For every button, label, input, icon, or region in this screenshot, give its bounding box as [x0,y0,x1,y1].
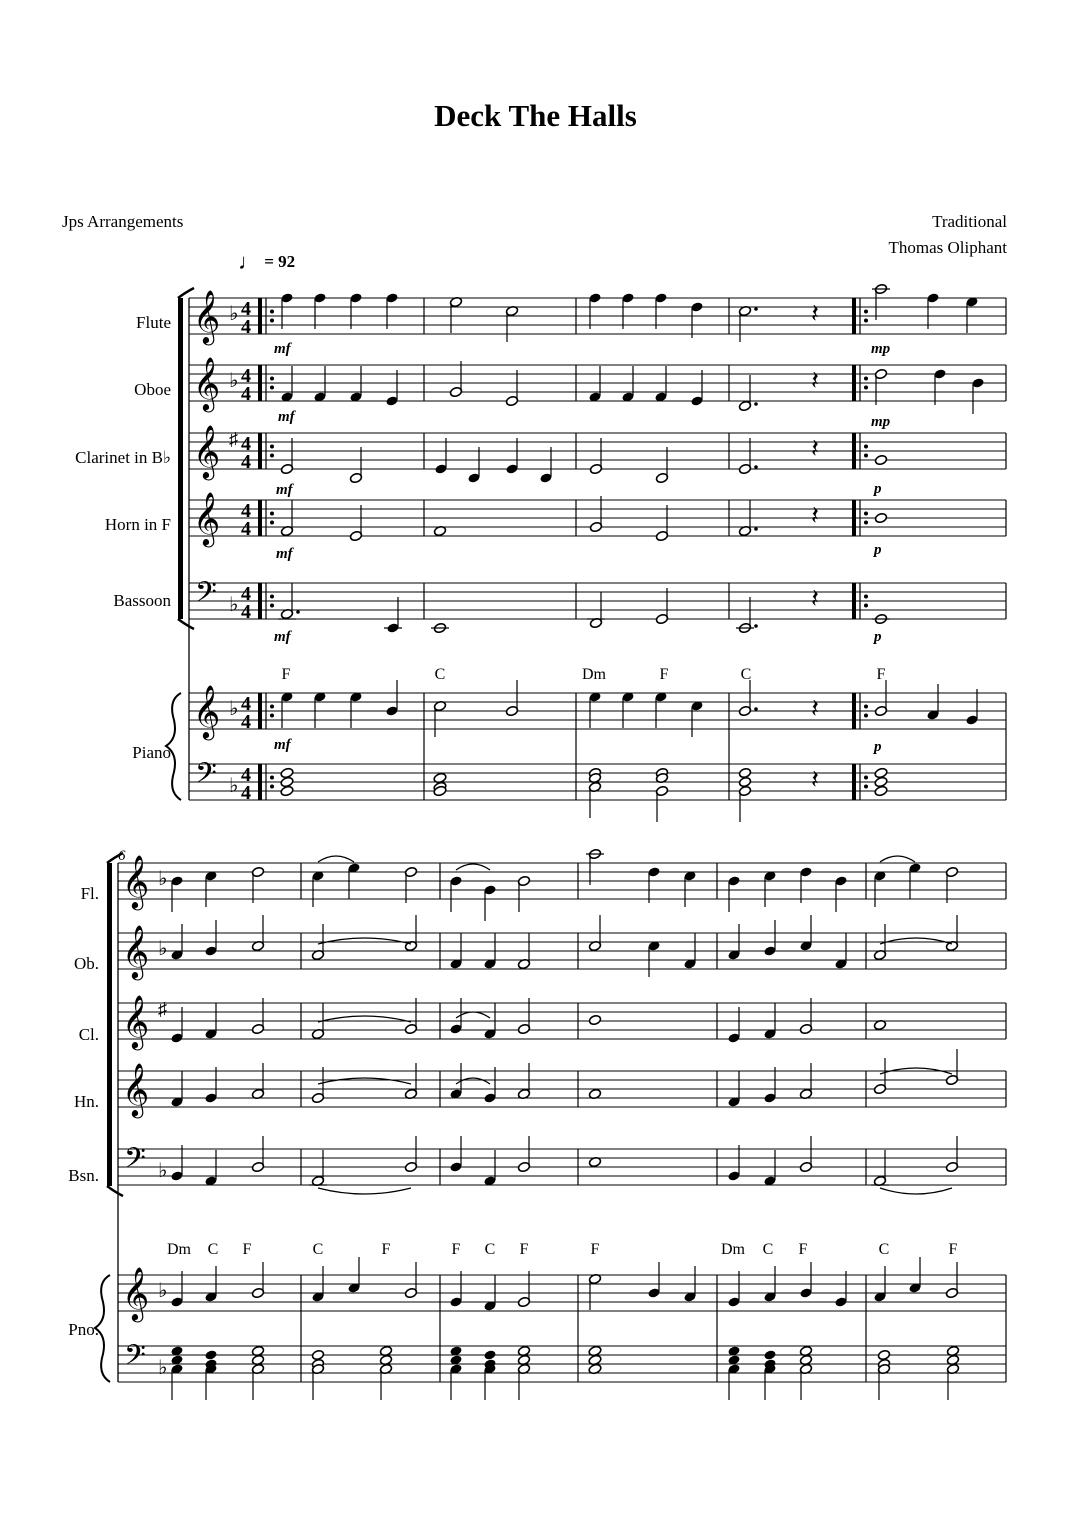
chord-note-head [763,1349,776,1360]
repeat-dot [270,454,274,458]
quarter-rest-icon: 𝄽 [811,584,819,613]
ensemble-bracket [178,298,183,619]
repeat-dot [270,310,274,314]
dot-mark [754,307,758,311]
slur-mark [456,864,490,870]
repeat-dot [270,512,274,516]
repeat-dot [864,785,868,789]
chord-note-head [280,785,294,797]
bass-clef-icon: 𝄢 [195,578,217,615]
flat-key-icon: ♭ [158,938,168,960]
instrument-label: Oboe [134,380,171,399]
flat-key-icon: ♭ [229,698,239,720]
time-signature-bottom: 4 [241,601,251,623]
bass-clef-icon: 𝄢 [124,1144,146,1181]
flat-key-icon: ♭ [158,1357,168,1379]
instrument-label: Ob. [73,954,99,973]
dynamic-marking: mp [871,414,891,430]
bracket-hook [107,1186,123,1196]
treble-clef-icon: 𝄞 [193,426,221,477]
repeat-thick-bar [258,365,262,401]
repeat-dot [270,386,274,390]
quarter-rest-icon: 𝄽 [811,765,819,794]
chord-symbol: Dm [721,1241,745,1258]
chord-note-head [738,776,751,787]
chord-symbol: F [948,1241,958,1258]
time-signature-bottom: 4 [241,518,251,540]
instrument-label: Bassoon [113,591,171,610]
time-signature-top: 4 [241,764,251,786]
chord-note-head [877,1349,890,1360]
repeat-thick-bar [258,583,262,619]
repeat-dot [270,705,274,709]
flat-key-icon: ♭ [158,1280,168,1302]
treble-clef-icon: 𝄞 [193,686,221,737]
repeat-thick-bar [852,583,856,619]
repeat-thick-bar [852,365,856,401]
slur-mark [318,1188,411,1194]
slur-mark [318,938,411,944]
repeat-dot [270,319,274,323]
flat-key-icon: ♭ [229,303,239,325]
time-signature-top: 4 [241,500,251,522]
dot-mark [754,527,758,531]
quarter-rest-icon: 𝄽 [811,299,819,328]
piano-brace [95,1275,110,1382]
time-signature-top: 4 [241,298,251,320]
chord-symbol: C [434,666,446,683]
repeat-dot [864,454,868,458]
chord-symbol: Dm [582,666,606,683]
bracket-hook [178,288,194,298]
quarter-note-icon: ♩ [238,249,260,274]
repeat-dot [864,705,868,709]
instrument-label: Pno. [68,1320,99,1339]
repeat-dot [270,445,274,449]
chord-note-head [874,785,888,797]
composer-credit: Traditional [932,212,1007,231]
note-head [874,454,887,465]
sharp-key-icon: ♯ [229,429,238,449]
instrument-label: Flute [136,313,171,332]
chord-symbol: C [312,1241,324,1258]
dot-mark [754,707,758,711]
chord-note-head [738,767,751,778]
flat-key-icon: ♭ [158,1160,168,1182]
quarter-rest-icon: 𝄽 [811,694,819,723]
repeat-dot [270,785,274,789]
bass-clef-icon: 𝄢 [124,1341,146,1378]
instrument-label: Clarinet in B♭ [75,448,171,467]
repeat-dot [270,595,274,599]
treble-clef-icon: 𝄞 [193,358,221,409]
repeat-dot [864,310,868,314]
dynamic-marking: mf [278,409,295,425]
slur-mark [318,1078,411,1084]
ensemble-bracket [107,863,112,1186]
repeat-dot [270,776,274,780]
time-signature-bottom: 4 [241,711,251,733]
repeat-thick-bar [852,500,856,536]
repeat-thick-bar [852,693,856,729]
repeat-dot [864,512,868,516]
repeat-thick-bar [258,298,262,334]
repeat-dot [270,714,274,718]
slur-mark [880,938,952,944]
flat-key-icon: ♭ [158,868,168,890]
flat-key-icon: ♭ [229,775,239,797]
instrument-label: Cl. [78,1025,99,1044]
treble-clef-icon: 𝄞 [193,493,221,544]
dynamic-marking: mf [274,341,291,357]
repeat-dot [864,595,868,599]
chord-symbol: F [242,1241,252,1258]
chord-note-head [483,1349,496,1360]
chord-symbol: F [281,666,291,683]
arranger-credit: Jps Arrangements [62,212,184,231]
chord-note-head [204,1349,217,1360]
note-head [874,512,887,523]
slur-mark [318,856,354,862]
time-signature-top: 4 [241,583,251,605]
quarter-rest-icon: 𝄽 [811,434,819,463]
chord-note-head [311,1349,324,1360]
quarter-rest-icon: 𝄽 [811,501,819,530]
chord-symbol: F [519,1241,529,1258]
chord-symbol: C [207,1241,219,1258]
time-signature-top: 4 [241,365,251,387]
repeat-dot [864,776,868,780]
instrument-label: Horn in F [104,515,171,534]
repeat-dot [864,445,868,449]
repeat-thick-bar [258,693,262,729]
instrument-label: Fl. [80,884,99,903]
dynamic-marking: p [874,739,882,755]
dynamic-marking: mf [276,546,293,562]
chord-symbol: F [590,1241,600,1258]
flat-key-icon: ♭ [229,594,239,616]
time-signature-top: 4 [241,693,251,715]
chord-symbol: F [451,1241,461,1258]
piano-brace [166,693,181,800]
repeat-dot [864,319,868,323]
treble-clef-icon: 𝄞 [122,996,150,1047]
chord-symbol: F [659,666,669,683]
repeat-dot [270,377,274,381]
treble-clef-icon: 𝄞 [122,1268,150,1319]
dynamic-marking: mf [276,482,293,498]
time-signature-bottom: 4 [241,383,251,405]
dot-mark [754,624,758,628]
quarter-rest-icon: 𝄽 [811,366,819,395]
treble-clef-icon: 𝄞 [122,926,150,977]
instrument-label: Piano [132,743,171,762]
repeat-dot [270,604,274,608]
repeat-dot [864,377,868,381]
score-title: Deck The Halls [434,98,637,133]
tempo-value: = 92 [264,252,296,271]
dynamic-marking: mf [274,629,291,645]
note-head [588,1014,601,1025]
treble-clef-icon: 𝄞 [122,856,150,907]
repeat-thick-bar [852,433,856,469]
repeat-thick-bar [852,764,856,800]
time-signature-top: 4 [241,433,251,455]
dot-mark [754,402,758,406]
chord-symbol: C [762,1241,774,1258]
dot-mark [296,610,300,614]
treble-clef-icon: 𝄞 [193,291,221,342]
chord-symbol: F [798,1241,808,1258]
chord-symbol: F [876,666,886,683]
repeat-dot [864,604,868,608]
time-signature-bottom: 4 [241,782,251,804]
chord-symbol: Dm [167,1241,191,1258]
repeat-dot [864,714,868,718]
instrument-label: Bsn. [68,1166,99,1185]
chord-symbol: C [740,666,752,683]
repeat-thick-bar [258,764,262,800]
time-signature-bottom: 4 [241,316,251,338]
chord-symbol: C [878,1241,890,1258]
bass-clef-icon: 𝄢 [195,759,217,796]
treble-clef-icon: 𝄞 [122,1064,150,1115]
flat-key-icon: ♭ [229,370,239,392]
dynamic-marking: p [874,542,882,558]
repeat-thick-bar [258,500,262,536]
slur-mark [880,856,915,862]
sharp-key-icon: ♯ [158,999,167,1019]
repeat-dot [864,386,868,390]
dynamic-marking: mp [871,341,891,357]
chord-symbol: F [381,1241,391,1258]
repeat-thick-bar [852,298,856,334]
repeat-thick-bar [258,433,262,469]
repeat-dot [864,521,868,525]
measure-number: 6 [118,848,126,864]
dynamic-marking: p [874,481,882,497]
slur-mark [880,1188,952,1194]
lyricist-credit: Thomas Oliphant [888,238,1007,257]
chord-symbol: C [484,1241,496,1258]
dot-mark [754,465,758,469]
bracket-hook [178,619,194,629]
instrument-label: Hn. [73,1092,99,1111]
dynamic-marking: mf [274,737,291,753]
dynamic-marking: p [874,629,882,645]
time-signature-bottom: 4 [241,451,251,473]
repeat-dot [270,521,274,525]
